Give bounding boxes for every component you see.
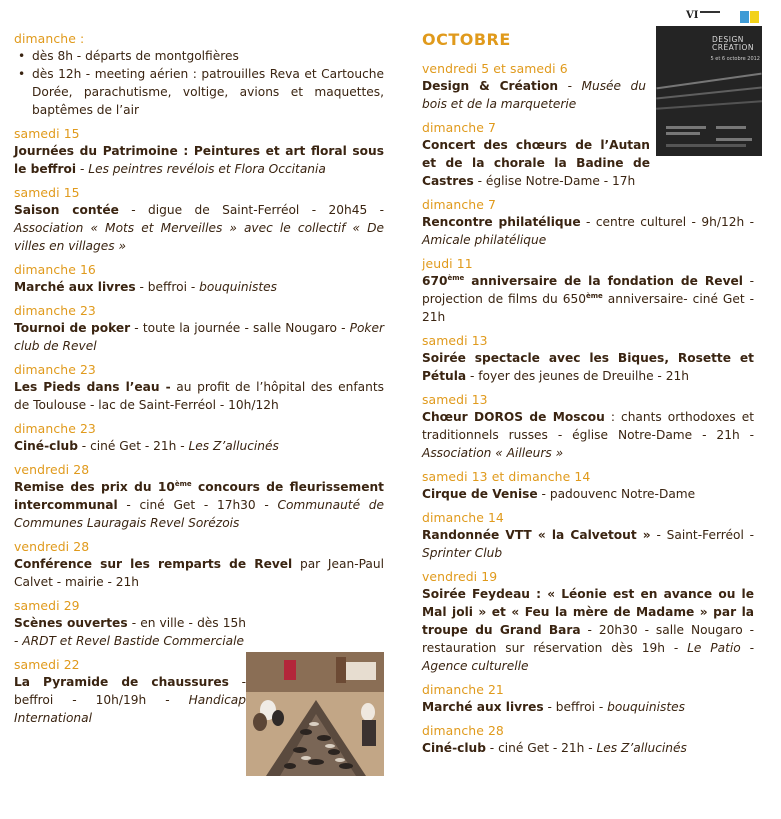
event-item bbox=[14, 302, 384, 355]
poster-graphic bbox=[656, 86, 762, 99]
event-organizer: Les peintres revélois et Flora Occitania bbox=[88, 162, 326, 176]
poster-text-block bbox=[666, 144, 746, 147]
event-date: dimanche 28 bbox=[422, 723, 504, 738]
event-body bbox=[14, 555, 384, 591]
photo-illustration bbox=[246, 652, 384, 776]
event-detail: par Jean-Paul Calvet - mairie - 21h bbox=[14, 557, 384, 589]
month-heading: OCTOBRE bbox=[422, 30, 511, 49]
event-body bbox=[422, 526, 754, 562]
event-detail: - 20h30 - salle Nougaro - restauration sur réservation dès 19h - bbox=[422, 623, 754, 655]
poster-graphic bbox=[656, 73, 761, 90]
event-body bbox=[14, 614, 246, 650]
event-date: vendredi 5 et samedi 6 bbox=[422, 61, 568, 76]
event-body bbox=[422, 136, 650, 190]
event-title: Tournoi de poker bbox=[14, 321, 131, 335]
event-organizer: bouquinistes bbox=[607, 700, 685, 714]
event-date: samedi 13 bbox=[422, 392, 488, 407]
event-item bbox=[422, 60, 646, 113]
event-body bbox=[14, 142, 384, 178]
event-title: Saison contée bbox=[14, 203, 119, 217]
event-title: Concert des chœurs de l’Autan et de la chorale la Badine de Castres bbox=[422, 138, 650, 188]
event-body bbox=[14, 437, 384, 455]
event-body bbox=[14, 278, 384, 296]
event-title: Marché aux livres bbox=[422, 700, 544, 714]
event-organizer: Poker club de Revel bbox=[14, 321, 384, 353]
poster-text-block bbox=[716, 126, 746, 129]
event-body bbox=[422, 349, 754, 385]
event-organizer: Les Z’allucinés bbox=[596, 741, 687, 755]
event-item bbox=[422, 509, 754, 562]
event-date: dimanche 23 bbox=[14, 421, 96, 436]
event-item bbox=[422, 681, 754, 716]
event-detail: - toute la journée - salle Nougaro - bbox=[130, 321, 350, 335]
event-date: dimanche 21 bbox=[422, 682, 504, 697]
event-date: samedi 29 bbox=[14, 598, 80, 613]
event-date: dimanche 7 bbox=[422, 120, 496, 135]
event-title: Soirée Feydeau : « Léonie est en avance ou le Mal joli » et « Feu la mère de Madame » par la troupe du Grand Bara bbox=[422, 587, 754, 637]
event-organizer: Association « Ailleurs » bbox=[422, 446, 564, 460]
event-organizer: Les Z’allucinés bbox=[188, 439, 279, 453]
event-item bbox=[14, 361, 384, 414]
event-organizer: bouquinistes bbox=[199, 280, 277, 294]
event-body bbox=[422, 739, 754, 757]
ordinal-sup: ème bbox=[586, 292, 603, 300]
event-organizer: Communauté de Communes Lauragais Revel Sorézois bbox=[14, 498, 384, 530]
event-detail: - foyer des jeunes de Dreuilhe - 21h bbox=[466, 369, 689, 383]
event-date: jeudi 11 bbox=[422, 256, 473, 271]
poster-divider bbox=[700, 11, 720, 13]
event-date: samedi 22 bbox=[14, 657, 80, 672]
poster-dates: 5 et 6 octobre 2012 bbox=[710, 56, 760, 62]
intro-bullets bbox=[14, 47, 384, 119]
event-date: dimanche 7 bbox=[422, 197, 496, 212]
event-detail: au profit de l’hôpital des enfants de Toulouse - lac de Saint-Ferréol - 10h/12h bbox=[14, 380, 384, 412]
ordinal-sup: ème bbox=[174, 480, 192, 488]
bullet-item: • dès 12h - meeting aérien : patrouilles Reva et Cartouche Dorée, parachutisme, voltige, avions et maquettes, baptêmes de l’air bbox=[14, 65, 384, 119]
event-item bbox=[14, 656, 246, 727]
event-title bbox=[422, 274, 743, 288]
event-title: Les Pieds dans l’eau - bbox=[14, 380, 171, 394]
title-part: 670 bbox=[422, 274, 448, 288]
event-title: Rencontre philatélique bbox=[422, 215, 581, 229]
event-item bbox=[422, 332, 754, 385]
event-body bbox=[14, 201, 384, 255]
september-column bbox=[14, 30, 384, 733]
event-detail: - église Notre-Dame - 17h bbox=[473, 174, 636, 188]
event-title: Journées du Patrimoine : Peintures et art floral sous le beffroi bbox=[14, 144, 384, 176]
event-body bbox=[14, 478, 384, 532]
event-detail: - beffroi - bbox=[135, 280, 200, 294]
event-item bbox=[14, 184, 384, 255]
event-detail: - centre culturel - 9h/12h - bbox=[580, 215, 754, 229]
event-detail: - projection de films du 650 bbox=[422, 274, 755, 306]
event-detail: - Saint-Ferréol - bbox=[650, 528, 754, 542]
event-title: Ciné-club bbox=[422, 741, 486, 755]
event-item bbox=[422, 722, 754, 757]
event-detail: - digue de Saint-Ferréol - 20h45 - bbox=[118, 203, 384, 217]
event-body bbox=[14, 319, 384, 355]
ordinal-sup: ème bbox=[447, 274, 465, 282]
event-title: Design & Création bbox=[422, 79, 559, 93]
bullet-item: • dès 8h - départs de montgolfières bbox=[14, 47, 384, 65]
event-item bbox=[422, 119, 650, 190]
event-detail: - bbox=[558, 79, 582, 93]
event-item bbox=[14, 461, 384, 532]
event-item bbox=[14, 261, 384, 296]
poster-text-block bbox=[666, 126, 706, 129]
event-organizer: Musée du bois et de la marqueterie bbox=[422, 79, 647, 111]
title-part: anniversaire de la fondation de Revel bbox=[464, 274, 743, 288]
event-title: Scènes ouvertes bbox=[14, 616, 128, 630]
event-item bbox=[422, 391, 754, 462]
event-item bbox=[14, 420, 384, 455]
event-intro bbox=[14, 30, 384, 119]
design-creation-poster bbox=[656, 8, 762, 156]
event-title: Cirque de Venise bbox=[422, 487, 538, 501]
event-date: samedi 13 et dimanche 14 bbox=[422, 469, 591, 484]
event-date: dimanche 16 bbox=[14, 262, 96, 277]
event-organizer: ARDT et Revel Bastide Commerciale bbox=[22, 634, 244, 648]
event-body bbox=[422, 213, 754, 249]
event-organizer: Amicale philatélique bbox=[422, 233, 547, 247]
event-title: Chœur DOROS de Moscou bbox=[422, 410, 605, 424]
poster-text-block bbox=[666, 132, 700, 135]
event-title: Conférence sur les remparts de Revel bbox=[14, 557, 293, 571]
event-organizer: Handicap International bbox=[14, 693, 246, 725]
event-detail: - ciné Get - 21h - bbox=[77, 439, 189, 453]
title-part: Remise des prix du 10 bbox=[14, 480, 175, 494]
title-part: concours de fleurissement intercommunal bbox=[14, 480, 384, 512]
event-organizer: Association « Mots et Merveilles » avec le collectif « De villes en villages » bbox=[14, 221, 384, 253]
event-date: vendredi 19 bbox=[422, 569, 498, 584]
event-detail: : chants orthodoxes et traditionnels russes - église Notre-Dame - 21h - bbox=[422, 410, 754, 442]
event-date: samedi 15 bbox=[14, 185, 80, 200]
event-body bbox=[422, 408, 754, 462]
event-body bbox=[14, 673, 246, 727]
event-detail: - beffroi - 10h/19h - bbox=[14, 675, 246, 707]
poster-blue-square bbox=[740, 11, 749, 23]
event-organizer: Sprinter Club bbox=[422, 546, 503, 560]
event-date: samedi 15 bbox=[14, 126, 80, 141]
event-body bbox=[422, 585, 754, 675]
event-date: samedi 13 bbox=[422, 333, 488, 348]
event-detail: - en ville - dès 15h - bbox=[14, 616, 246, 648]
event-date: dimanche 23 bbox=[14, 303, 96, 318]
event-body bbox=[422, 77, 646, 113]
event-detail: - ciné Get - 21h - bbox=[485, 741, 597, 755]
event-date: dimanche 23 bbox=[14, 362, 96, 377]
event-title: Ciné-club bbox=[14, 439, 78, 453]
event-item bbox=[422, 196, 754, 249]
event-detail: - padouvenc Notre-Dame bbox=[537, 487, 696, 501]
event-detail: - beffroi - bbox=[543, 700, 608, 714]
event-date: dimanche : bbox=[14, 31, 85, 46]
event-item bbox=[14, 125, 384, 178]
event-body bbox=[422, 485, 754, 503]
poster-edition: VI bbox=[686, 10, 699, 21]
event-body bbox=[14, 378, 384, 414]
shoe-pyramid-photo bbox=[246, 652, 384, 776]
event-body bbox=[422, 272, 754, 326]
event-organizer: Le Patio - Agence culturelle bbox=[422, 641, 754, 673]
event-detail: - ciné Get - 17h30 - bbox=[117, 498, 278, 512]
poster-yellow-square bbox=[750, 11, 759, 23]
event-body bbox=[422, 698, 754, 716]
event-detail: anniversaire- ciné Get - 21h bbox=[422, 292, 755, 324]
event-title: Soirée spectacle avec les Biques, Rosette et Pétula bbox=[422, 351, 754, 383]
event-date: dimanche 14 bbox=[422, 510, 504, 525]
event-date: vendredi 28 bbox=[14, 462, 90, 477]
event-item bbox=[14, 538, 384, 591]
poster-heading: DESIGN CRÉATION bbox=[712, 35, 755, 52]
event-item bbox=[422, 468, 754, 503]
event-item bbox=[422, 568, 754, 675]
event-title: La Pyramide de chaussures bbox=[14, 675, 229, 689]
poster-text-block bbox=[716, 138, 752, 141]
event-title: Marché aux livres bbox=[14, 280, 136, 294]
event-date: vendredi 28 bbox=[14, 539, 90, 554]
event-detail: - bbox=[76, 162, 89, 176]
poster-graphic bbox=[656, 100, 762, 109]
event-item bbox=[422, 255, 754, 326]
event-item bbox=[14, 597, 246, 650]
event-title: Randonnée VTT « la Calvetout » bbox=[422, 528, 651, 542]
